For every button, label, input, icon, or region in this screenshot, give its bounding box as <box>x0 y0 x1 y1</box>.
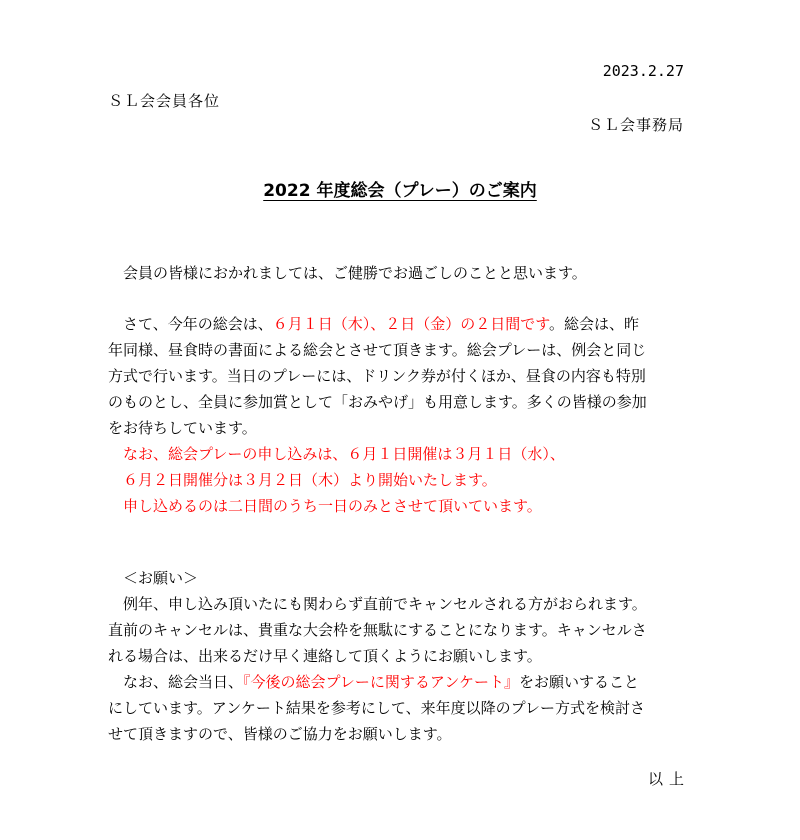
survey-highlight: 『今後の総会プレーに関するアンケート』 <box>243 673 520 691</box>
greeting-paragraph <box>108 260 708 286</box>
main-paragraph <box>108 311 708 519</box>
greeting-line: 会員の皆様におかれましては、ご健勝でお過ごしのことと思います。 <box>108 264 587 282</box>
request-line-5: にしています。アンケート結果を参考にして、来年度以降のプレー方式を検討さ <box>108 699 646 717</box>
request-heading: ＜お願い＞ <box>108 569 199 587</box>
document-date: 2023.2.27 <box>602 62 684 80</box>
recipient-line: ＳＬ会会員各位 <box>108 92 221 110</box>
main-line-4: のものとし、全員に参加賞として「おみやげ」も用意します。多くの皆様の参加 <box>108 393 647 411</box>
request-line-3: れる場合は、出来るだけ早く連絡して頂くようにお願いします。 <box>108 647 542 665</box>
main-line-1: さて、今年の総会は、６月１日（木）、２日（金）の２日間です。総会は、昨 <box>108 315 640 333</box>
dates-highlight: ６月１日（木）、２日（金）の２日間です <box>272 315 550 333</box>
request-line-1: 例年、申し込み頂いたにも関わらず直前でキャンセルされる方がおられます。 <box>108 595 647 613</box>
request-line-4: なお、総会当日、『今後の総会プレーに関するアンケート』をお願いすること <box>108 673 640 691</box>
request-line-2: 直前のキャンセルは、貴重な大会枠を無駄にすることになります。キャンセルさ <box>108 621 647 639</box>
main-line-3: 方式で行います。当日のプレーには、ドリンク券が付くほか、昼食の内容も特別 <box>108 367 646 385</box>
closing-mark: 以上 <box>647 770 690 788</box>
notice-line-2: ６月２日開催分は３月２日（木）より開始いたします。 <box>108 471 497 489</box>
sender-line: ＳＬ会事務局 <box>587 116 684 134</box>
request-section <box>108 565 708 747</box>
main-line-5: をお待ちしています。 <box>108 419 257 437</box>
document-title: 2022 年度総会（プレー）のご案内 <box>263 181 537 201</box>
main-line-2: 年同様、昼食時の書面による総会とさせて頂きます。総会プレーは、例会と同じ <box>108 341 647 359</box>
notice-line-1: なお、総会プレーの申し込みは、６月１日開催は３月１日（水）、 <box>108 445 565 463</box>
request-line-6: せて頂きますので、皆様のご協力をお願いします。 <box>108 725 452 743</box>
notice-line-3: 申し込めるのは二日間のうち一日のみとさせて頂いています。 <box>108 497 542 515</box>
